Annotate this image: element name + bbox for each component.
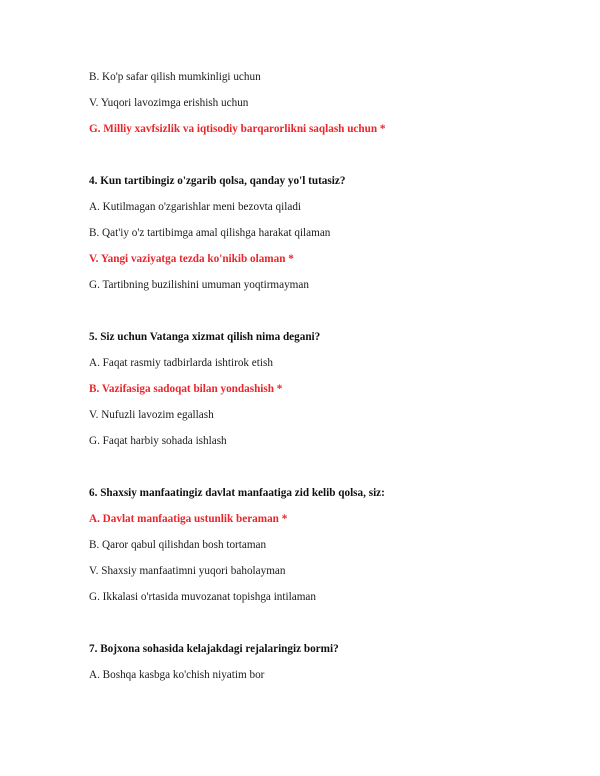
q6-option-g: G. Ikkalasi o'rtasida muvozanat topishga intilaman [89, 591, 316, 603]
q6-option-v: V. Shaxsiy manfaatimni yuqori baholayman [89, 565, 286, 577]
q6-option-b: B. Qaror qabul qilishdan bosh tortaman [89, 539, 267, 551]
q5-option-g: G. Faqat harbiy sohada ishlash [89, 435, 227, 447]
q4-option-b: B. Qat'iy o'z tartibimga amal qilishga harakat qilaman [89, 227, 331, 239]
q5-option-v: V. Nufuzli lavozim egallash [89, 409, 214, 421]
q3-option-g-correct: G. Milliy xavfsizlik va iqtisodiy barqarorlikni saqlash uchun * [89, 123, 386, 135]
q4-option-a: A. Kutilmagan o'zgarishlar meni bezovta qiladi [89, 201, 302, 213]
q6-question: 6. Shaxsiy manfaatingiz davlat manfaatiga zid kelib qolsa, siz: [89, 487, 385, 499]
q7-question: 7. Bojxona sohasida kelajakdagi rejalaringiz bormi? [89, 643, 339, 655]
q5-question: 5. Siz uchun Vatanga xizmat qilish nima degani? [89, 331, 321, 343]
q4-option-v-correct: V. Yangi vaziyatga tezda ko'nikib olaman * [89, 253, 294, 265]
q6-option-a-correct: A. Davlat manfaatiga ustunlik beraman * [89, 513, 288, 525]
q5-option-a: A. Faqat rasmiy tadbirlarda ishtirok etish [89, 357, 273, 369]
q4-question: 4. Kun tartibingiz o'zgarib qolsa, qanday yo'l tutasiz? [89, 175, 346, 187]
q3-option-v: V. Yuqori lavozimga erishish uchun [89, 97, 249, 109]
q7-option-a: A. Boshqa kasbga ko'chish niyatim bor [89, 669, 265, 681]
q4-option-g: G. Tartibning buzilishini umuman yoqtirmayman [89, 279, 309, 291]
q5-option-b-correct: B. Vazifasiga sadoqat bilan yondashish * [89, 383, 283, 395]
q3-option-b: B. Ko'p safar qilish mumkinligi uchun [89, 71, 261, 83]
